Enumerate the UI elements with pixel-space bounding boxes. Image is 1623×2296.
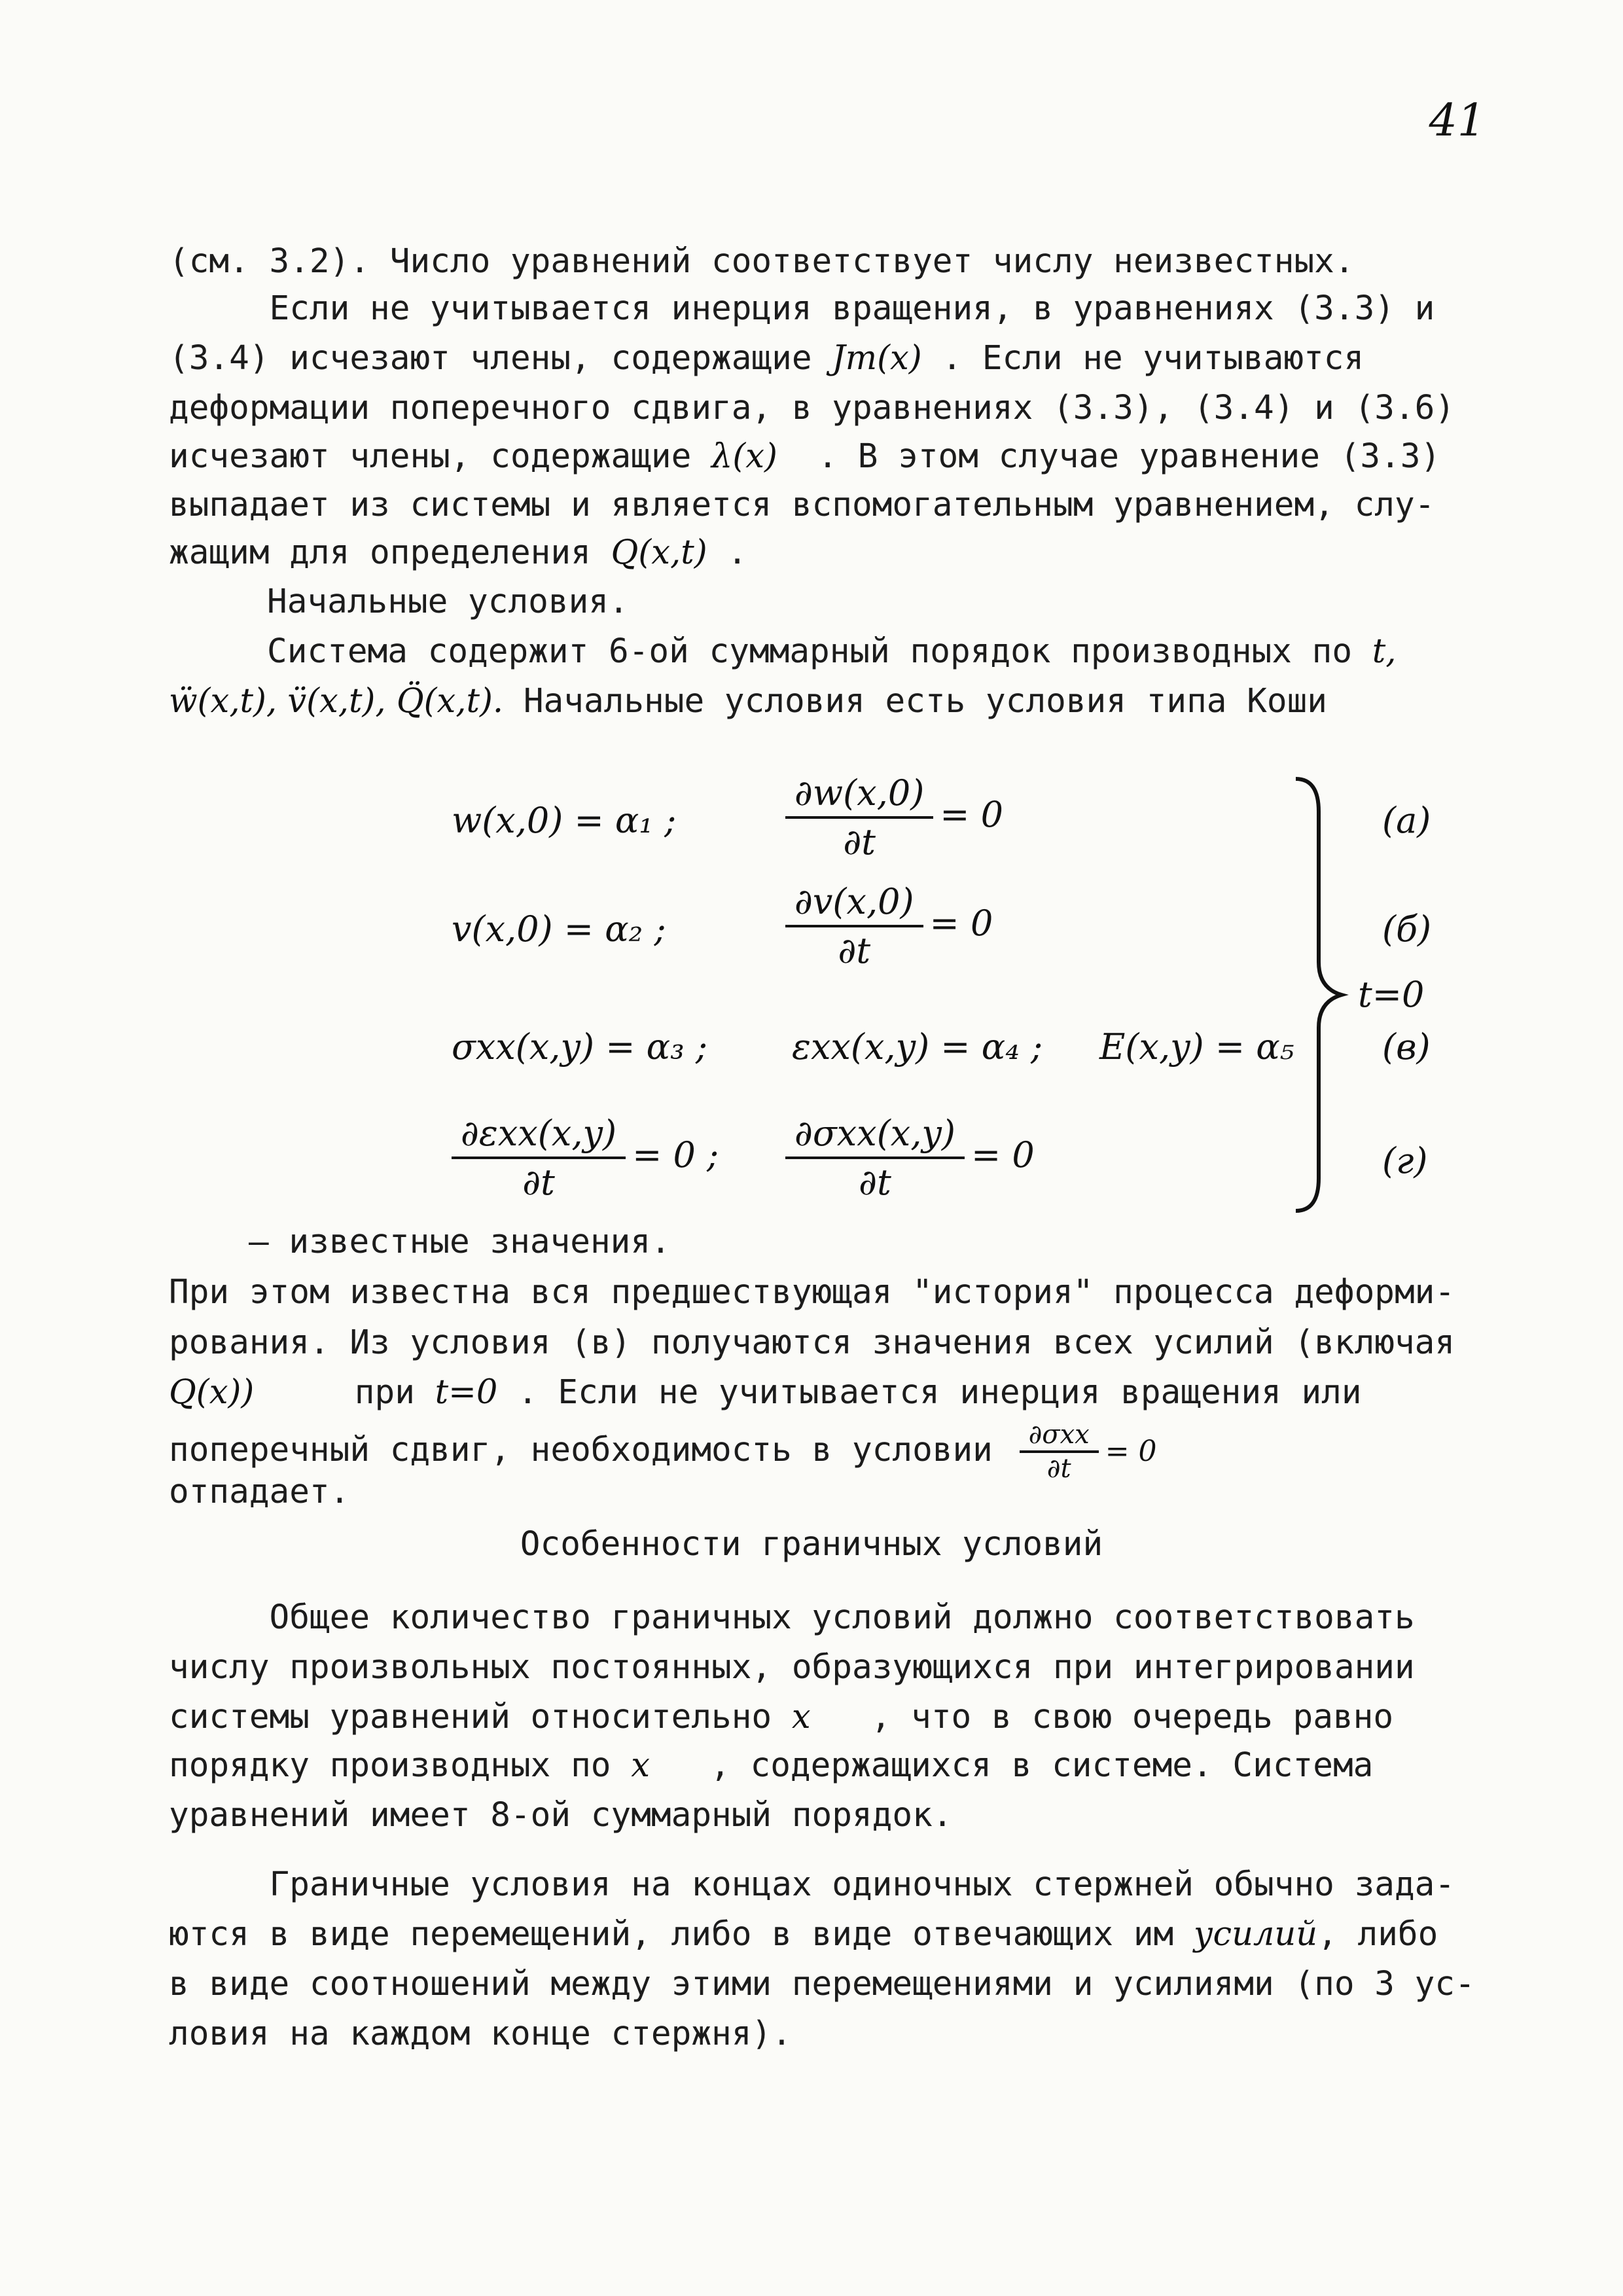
fraction-denominator: ∂t: [1046, 1454, 1071, 1484]
text-line: рования. Из условия (в) получаются значения всех усилий (включая: [169, 1323, 1455, 1362]
text-fragment: исчезают члены, содержащие: [169, 437, 712, 476]
fraction: [785, 1113, 965, 1203]
handwritten-q: Q(x,t): [611, 533, 707, 572]
handwritten-lambda: λ(x): [711, 437, 777, 476]
text-line: [169, 437, 1440, 476]
initial-conditions-heading: Начальные условия.: [267, 583, 629, 621]
text-line: ловия на каждом конце стержня).: [169, 2015, 792, 2053]
text-line: отпадает.: [169, 1473, 350, 1511]
handwritten-qx: Q(x)): [169, 1373, 255, 1412]
label-b: (б): [1382, 908, 1432, 950]
text-line: Граничные условия на концах одиночных стержней обычно зада-: [169, 1865, 1455, 1904]
fraction-numerator: ∂w(x,0): [785, 772, 933, 819]
fraction-numerator: ∂εxx(x,y): [452, 1113, 626, 1159]
label-a: (а): [1382, 800, 1431, 841]
fraction-numerator: ∂v(x,0): [785, 881, 923, 927]
equation-rhs: = 0 ;: [632, 1134, 719, 1175]
page-number: 41: [1429, 95, 1486, 147]
text-line: [267, 632, 1396, 672]
text-line: [169, 339, 1364, 378]
equation-c3: E(x,y) = α₅: [1099, 1026, 1294, 1067]
t-equals-zero: t=0: [1358, 974, 1425, 1015]
text-line: [169, 1373, 1362, 1412]
text-line: уравнений имеет 8-ой суммарный порядок.: [169, 1796, 953, 1835]
equation-b2: [779, 881, 993, 971]
text-fragment: . Если не учитываются: [921, 339, 1364, 378]
text-fragment: ются в виде перемещений, либо в виде отвечающих им: [169, 1915, 1194, 1954]
handwritten-x: x: [631, 1746, 650, 1785]
equation-c2: εxx(x,y) = α₄ ;: [792, 1026, 1043, 1067]
text-fragment: . Если не учитывается инерция вращения или: [497, 1373, 1362, 1412]
handwritten-t0: t=0: [435, 1373, 498, 1412]
equation-rhs: = 0: [971, 1134, 1035, 1175]
text-line: [169, 533, 747, 573]
fraction-denominator: ∂t: [859, 1162, 891, 1203]
known-values: – известные значения.: [249, 1223, 671, 1261]
equation-b1: v(x,0) = α₂ ;: [452, 908, 666, 950]
text-line: числу произвольных постоянных, образующихся при интегрировании: [169, 1648, 1415, 1687]
text-line: в виде соотношений между этими перемещениями и усилиями (по 3 ус-: [169, 1965, 1475, 2003]
text-fragment: порядку производных по: [169, 1746, 632, 1785]
text-fragment: . В этом случае уравнение (3.3): [777, 437, 1441, 476]
equation-a2: [779, 772, 1003, 863]
fraction-numerator: ∂σxx: [1020, 1422, 1099, 1453]
text-fragment: , содержащихся в системе. Система: [649, 1746, 1374, 1785]
text-fragment: (3.4) исчезают члены, содержащие: [169, 339, 832, 378]
text-fragment: .: [707, 533, 748, 572]
text-fragment: , что в свою очередь равно: [810, 1698, 1394, 1736]
equation-rhs: = 0: [940, 794, 1004, 835]
label-v: (в): [1382, 1026, 1431, 1067]
fraction: [1020, 1422, 1099, 1482]
equation-d1: [445, 1113, 719, 1203]
text-line: деформации поперечного сдвига, в уравнениях (3.3), (3.4) и (3.6): [169, 389, 1455, 427]
fraction-denominator: ∂t: [843, 821, 876, 863]
text-fragment: Начальные условия есть условия типа Коши: [503, 682, 1328, 721]
section-title: Особенности граничных условий: [520, 1525, 1103, 1564]
text-line: Если не учитывается инерция вращения, в уравнениях (3.3) и: [169, 289, 1435, 328]
handwritten-usilii: усилий: [1193, 1915, 1318, 1954]
brace-stroke: [1296, 779, 1342, 1211]
text-fragment: системы уравнений относительно: [169, 1698, 792, 1736]
fraction: [785, 772, 933, 863]
handwritten-x: x: [791, 1698, 811, 1736]
text-line: [169, 1915, 1438, 1954]
text-fragment: жащим для определения: [169, 533, 611, 572]
handwritten-derivatives: ẅ(x,t), v̈(x,t), Q̈(x,t).: [169, 682, 504, 721]
text-line: [169, 1746, 1373, 1785]
fraction: [452, 1113, 626, 1203]
handwritten-t: t,: [1372, 632, 1397, 671]
equation-rhs: = 0: [929, 903, 993, 944]
text-fragment: , либо: [1317, 1915, 1438, 1954]
label-g: (г): [1382, 1140, 1428, 1181]
text-line: [169, 1698, 1393, 1737]
fraction-numerator: ∂σxx(x,y): [785, 1113, 965, 1159]
equation-c1: σxx(x,y) = α₃ ;: [452, 1026, 708, 1067]
text-line: [169, 682, 1327, 721]
curly-brace: [1283, 772, 1355, 1217]
text-line: При этом известна вся предшествующая "история" процесса деформи-: [169, 1273, 1455, 1312]
equation-rhs: = 0: [1105, 1435, 1157, 1468]
handwritten-jm: Jm(x): [832, 339, 922, 378]
fraction: [785, 881, 923, 971]
equation-d2: [779, 1113, 1035, 1203]
fraction-denominator: ∂t: [838, 930, 871, 971]
equation-a1: w(x,0) = α₁ ;: [452, 800, 677, 841]
text-line: (см. 3.2). Число уравнений соответствует числу неизвестных.: [169, 242, 1355, 281]
text-fragment: при: [254, 1373, 435, 1412]
text-line: Общее количество граничных условий должно соответствовать: [169, 1598, 1415, 1637]
text-fragment: поперечный сдвиг, необходимость в условии: [169, 1431, 1013, 1469]
text-fragment: Система содержит 6-ой суммарный порядок производных по: [267, 632, 1372, 671]
text-line: выпадает из системы и является вспомогательным уравнением, слу-: [169, 486, 1435, 524]
fraction-denominator: ∂t: [522, 1162, 555, 1203]
